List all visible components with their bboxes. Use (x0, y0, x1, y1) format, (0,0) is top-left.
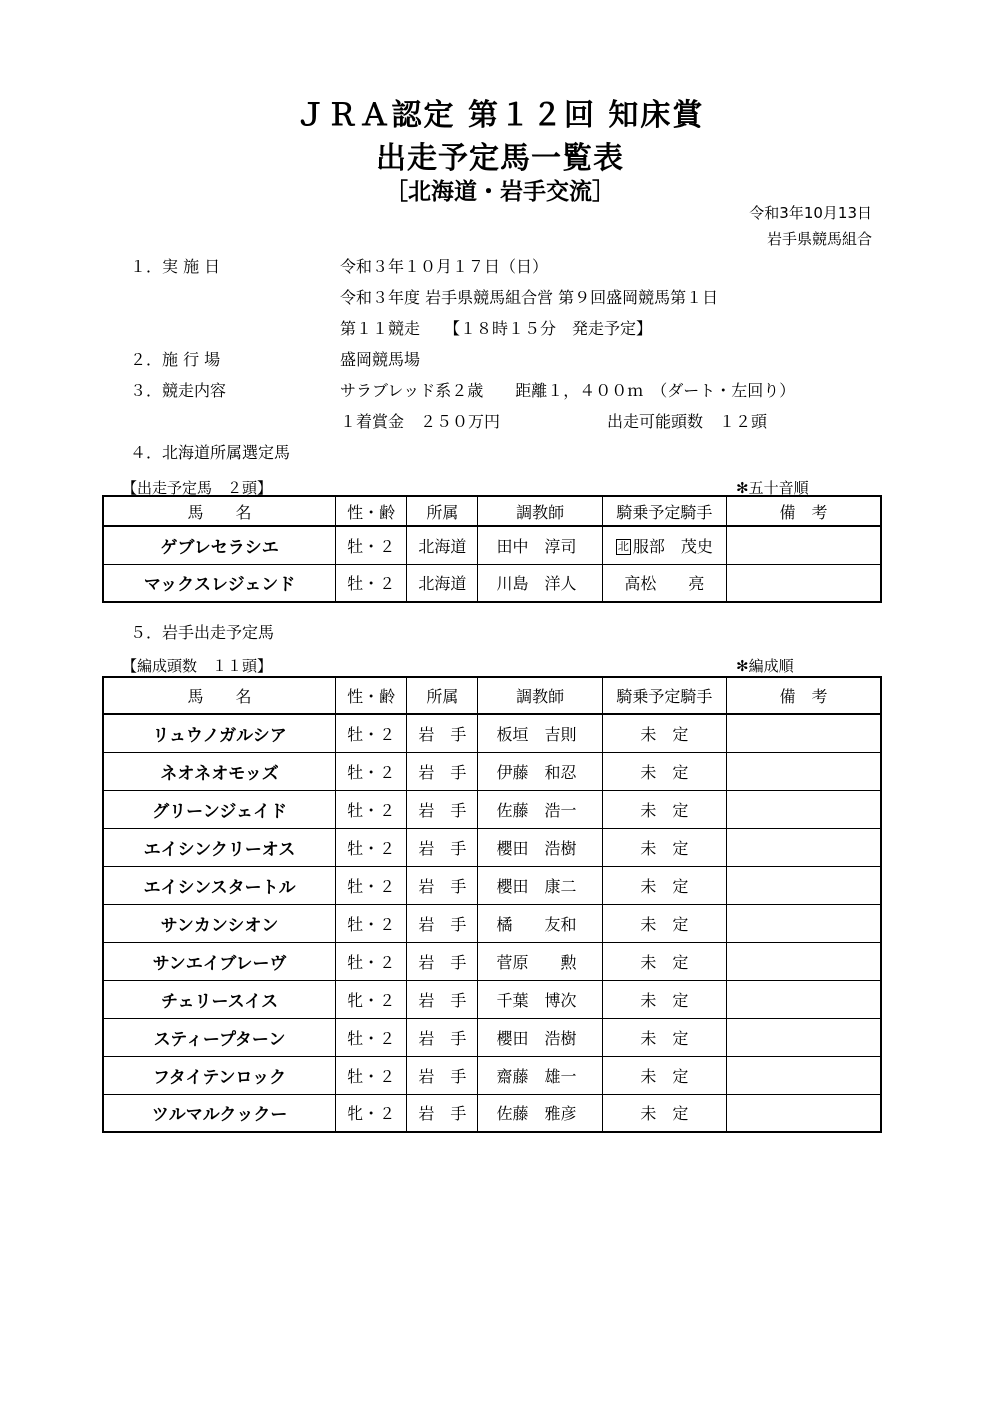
iwate-table (102, 676, 882, 1133)
header-remarks: 備 考 (727, 677, 881, 714)
sex-age: 牡・２ (336, 828, 407, 866)
horse-name: ゲブレセラシエ (103, 526, 336, 564)
jockey: 未 定 (602, 866, 726, 904)
trainer: 伊藤 和忍 (478, 752, 602, 790)
remarks (727, 790, 881, 828)
remarks (727, 1056, 881, 1094)
hokkaido-jockey-badge: 北 (617, 539, 629, 553)
horse-name: エイシンスタートル (103, 866, 336, 904)
jockey: 未 定 (602, 752, 726, 790)
table-row (103, 564, 881, 602)
section-4-label: ４．北海道所属選定馬 (130, 443, 291, 462)
trainer: 櫻田 浩樹 (478, 1018, 602, 1056)
affiliation: 岩 手 (407, 1056, 478, 1094)
affiliation: 岩 手 (407, 942, 478, 980)
header-affiliation: 所属 (407, 496, 478, 526)
horse-name: サンエイブレーヴ (103, 942, 336, 980)
remarks (727, 866, 881, 904)
affiliation: 岩 手 (407, 828, 478, 866)
sex-age: 牡・２ (336, 1018, 407, 1056)
venue: 盛岡競馬場 (340, 350, 421, 369)
header-horse-name: 馬 名 (103, 677, 336, 714)
trainer: 川島 洋人 (478, 564, 602, 602)
section-1-label: １．実 施 日 (130, 257, 221, 276)
trainer: 佐藤 浩一 (478, 790, 602, 828)
header-horse-name: 馬 名 (103, 496, 336, 526)
iwate-table-body (103, 714, 881, 1132)
sex-age: 牡・２ (336, 942, 407, 980)
horse-name: ツルマルクックー (103, 1094, 336, 1132)
affiliation: 岩 手 (407, 790, 478, 828)
hokkaido-table (102, 495, 882, 603)
table-header-row (103, 496, 881, 526)
trainer: 菅原 勲 (478, 942, 602, 980)
affiliation: 岩 手 (407, 1018, 478, 1056)
jockey-cell (602, 526, 726, 564)
table-row (103, 1094, 881, 1132)
trainer: 櫻田 浩樹 (478, 828, 602, 866)
remarks (727, 942, 881, 980)
sex-age: 牡・２ (336, 790, 407, 828)
remarks (727, 564, 881, 602)
jockey: 未 定 (602, 980, 726, 1018)
horse-name: サンカンシオン (103, 904, 336, 942)
remarks (727, 1018, 881, 1056)
table-row (103, 1056, 881, 1094)
table-row (103, 790, 881, 828)
race-conditions: サラブレッド系２歳 距離１，４００ｍ （ダート・左回り） (340, 381, 796, 400)
remarks (727, 714, 881, 752)
hokkaido-caption: 【出走予定馬 ２頭】 (122, 479, 273, 497)
horse-name: ネオネオモッズ (103, 752, 336, 790)
remarks (727, 980, 881, 1018)
affiliation: 北海道 (407, 526, 478, 564)
header-jockey: 騎乗予定騎手 (602, 677, 726, 714)
iwate-order-note: ✻編成順 (736, 657, 794, 675)
trainer: 橘 友和 (478, 904, 602, 942)
table-row (103, 828, 881, 866)
jockey: 未 定 (602, 942, 726, 980)
hokkaido-order-note: ✻五十音順 (736, 479, 809, 497)
meeting-info: 令和３年度 岩手県競馬組合営 第９回盛岡競馬第１日 (340, 288, 719, 307)
sex-age: 牝・２ (336, 980, 407, 1018)
horse-name: マックスレジェンド (103, 564, 336, 602)
iwate-caption: 【編成頭数 １１頭】 (122, 657, 273, 675)
table-row (103, 980, 881, 1018)
remarks (727, 1094, 881, 1132)
header-trainer: 調教師 (478, 677, 602, 714)
table-row (103, 714, 881, 752)
jockey: 未 定 (602, 1094, 726, 1132)
jockey: 高松 亮 (602, 564, 726, 602)
affiliation: 岩 手 (407, 1094, 478, 1132)
affiliation: 岩 手 (407, 980, 478, 1018)
trainer: 佐藤 雅彦 (478, 1094, 602, 1132)
affiliation: 北海道 (407, 564, 478, 602)
race-number-time: 第１１競走 【１８時１５分 発走予定】 (340, 319, 653, 338)
affiliation: 岩 手 (407, 904, 478, 942)
header-affiliation: 所属 (407, 677, 478, 714)
jockey: 未 定 (602, 714, 726, 752)
affiliation: 岩 手 (407, 714, 478, 752)
remarks (727, 904, 881, 942)
sex-age: 牡・２ (336, 752, 407, 790)
horse-name: リュウノガルシア (103, 714, 336, 752)
section-5-label: ５．岩手出走予定馬 (130, 623, 275, 642)
horse-name: スティープターン (103, 1018, 336, 1056)
title-line-3: ［北海道・岩手交流］ (385, 179, 615, 205)
title-line-1: ＪＲＡ認定 第１２回 知床賞 (295, 98, 705, 133)
title-line-2: 出走予定馬一覧表 (376, 141, 624, 176)
table-row (103, 526, 881, 564)
header-trainer: 調教師 (478, 496, 602, 526)
table-row (103, 942, 881, 980)
section-2-label: ２．施 行 場 (130, 350, 221, 369)
sex-age: 牡・２ (336, 904, 407, 942)
sex-age: 牝・２ (336, 1094, 407, 1132)
header-jockey: 騎乗予定騎手 (602, 496, 726, 526)
trainer: 千葉 博次 (478, 980, 602, 1018)
jockey: 未 定 (602, 1056, 726, 1094)
issue-date: 令和3年10月13日 (749, 204, 872, 222)
jockey: 未 定 (602, 1018, 726, 1056)
header-remarks: 備 考 (727, 496, 881, 526)
sex-age: 牡・２ (336, 1056, 407, 1094)
trainer: 齋藤 雄一 (478, 1056, 602, 1094)
horse-name: フタイテンロック (103, 1056, 336, 1094)
section-3-label: ３．競走内容 (130, 381, 227, 400)
table-header-row (103, 677, 881, 714)
jockey: 未 定 (602, 790, 726, 828)
jockey: 服部 茂史 (632, 536, 713, 556)
affiliation: 岩 手 (407, 752, 478, 790)
jockey: 未 定 (602, 904, 726, 942)
trainer: 田中 淳司 (478, 526, 602, 564)
jockey: 未 定 (602, 828, 726, 866)
trainer: 板垣 吉則 (478, 714, 602, 752)
sex-age: 牡・２ (336, 526, 407, 564)
sex-age: 牡・２ (336, 564, 407, 602)
horse-name: グリーンジェイド (103, 790, 336, 828)
table-row (103, 752, 881, 790)
trainer: 櫻田 康二 (478, 866, 602, 904)
header-sex-age: 性・齢 (336, 496, 407, 526)
header-sex-age: 性・齢 (336, 677, 407, 714)
table-row (103, 866, 881, 904)
remarks (727, 828, 881, 866)
max-runners: 出走可能頭数 １２頭 (607, 412, 768, 431)
organizer: 岩手県競馬組合 (766, 230, 872, 248)
table-row (103, 904, 881, 942)
remarks (727, 752, 881, 790)
race-date: 令和３年１０月１７日（日） (340, 257, 549, 276)
remarks (727, 526, 881, 564)
horse-name: エイシンクリーオス (103, 828, 336, 866)
affiliation: 岩 手 (407, 866, 478, 904)
sex-age: 牡・２ (336, 866, 407, 904)
prize-money: １着賞金 ２５０万円 (340, 412, 501, 431)
sex-age: 牡・２ (336, 714, 407, 752)
horse-name: チェリースイス (103, 980, 336, 1018)
table-row (103, 1018, 881, 1056)
